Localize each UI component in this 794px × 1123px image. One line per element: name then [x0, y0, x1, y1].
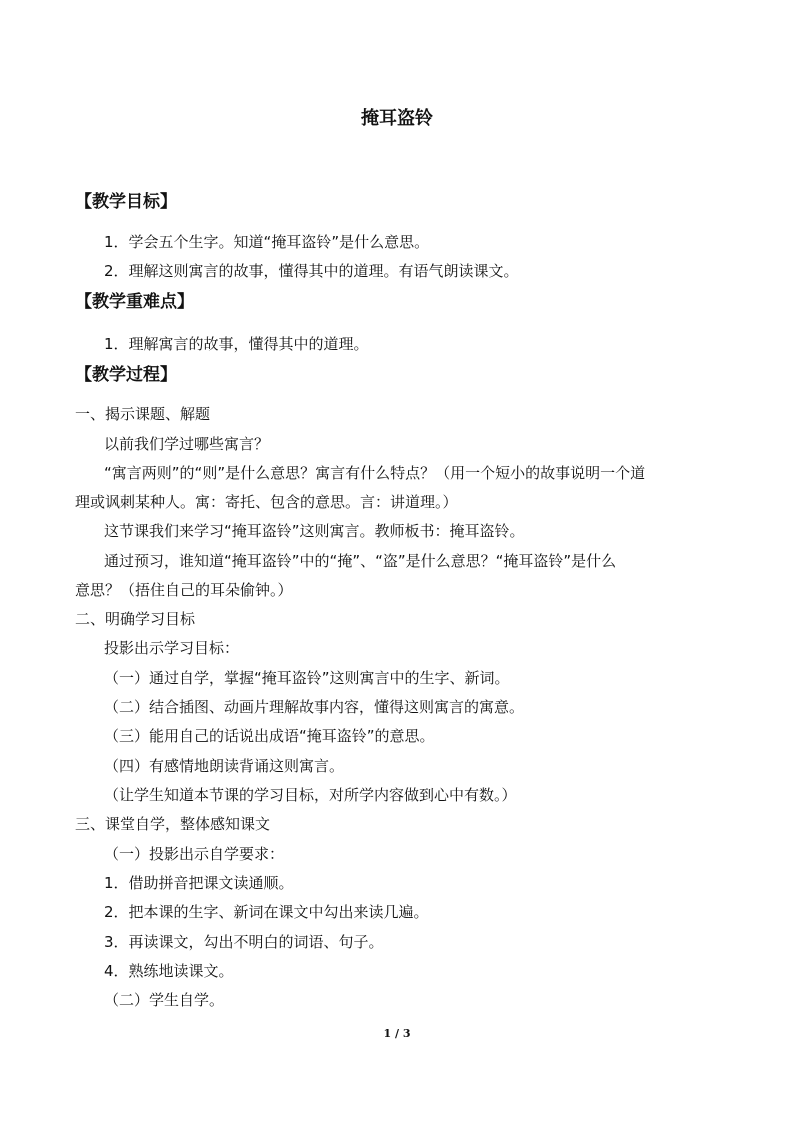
goal-item-2: 2．理解这则寓言的故事，懂得其中的道理。有语气朗读课文。 [104, 262, 519, 280]
process-part1-line: 以前我们学过哪些寓言？ [104, 435, 270, 453]
process-part1-line: 意思？（捂住自己的耳朵偷钟。） [75, 581, 293, 599]
process-part2-line: （三）能用自己的话说出成语“掩耳盗铃”的意思。 [104, 727, 435, 745]
process-part1-line: 通过预习，谁知道“掩耳盗铃”中的“掩”、“盗”是什么意思？“掩耳盗铃”是什么 [104, 552, 617, 570]
section-heading-process: 【教学过程】 [75, 365, 177, 385]
process-part1-line: “寓言两则”的“则”是什么意思？寓言有什么特点？（用一个短小的故事说明一个道 [104, 464, 646, 482]
process-part2-line: （让学生知道本节课的学习目标，对所学内容做到心中有数。） [104, 786, 517, 804]
process-part3-line: （一）投影出示自学要求： [104, 845, 285, 863]
process-part2-line: 投影出示学习目标： [104, 639, 240, 657]
process-part3-line: 1．借助拼音把课文读通顺。 [104, 874, 294, 892]
section-heading-key-points: 【教学重难点】 [75, 292, 194, 312]
process-part2-line: （四）有感情地朗读背诵这则寓言。 [104, 757, 345, 775]
process-part1-title: 一、揭示课题、解题 [75, 405, 211, 423]
process-part2-title: 二、明确学习目标 [75, 610, 196, 628]
process-part2-line: （一）通过自学，掌握“掩耳盗铃”这则寓言中的生字、新词。 [104, 669, 510, 687]
goal-item-1: 1．学会五个生字。知道“掩耳盗铃”是什么意思。 [104, 233, 430, 251]
process-part1-line: 理或讽刺某种人。寓：寄托、包含的意思。言：讲道理。） [75, 493, 458, 511]
page-number: 1 / 3 [383, 1027, 411, 1040]
process-part3-line: 2．把本课的生字、新词在课文中勾出来读几遍。 [104, 903, 429, 921]
section-heading-goals: 【教学目标】 [75, 192, 177, 212]
process-part3-line: 4．熟练地读课文。 [104, 962, 234, 980]
key-point-item-1: 1．理解寓言的故事，懂得其中的道理。 [104, 335, 369, 353]
page-title: 掩耳盗铃 [361, 108, 433, 129]
process-part1-line: 这节课我们来学习“掩耳盗铃”这则寓言。教师板书：掩耳盗铃。 [104, 522, 525, 540]
process-part3-line: （二）学生自学。 [104, 991, 225, 1009]
process-part3-line: 3．再读课文，勾出不明白的词语、句子。 [104, 933, 384, 951]
process-part3-title: 三、课堂自学，整体感知课文 [75, 815, 271, 833]
process-part2-line: （二）结合插图、动画片理解故事内容，懂得这则寓言的寓意。 [104, 698, 525, 716]
